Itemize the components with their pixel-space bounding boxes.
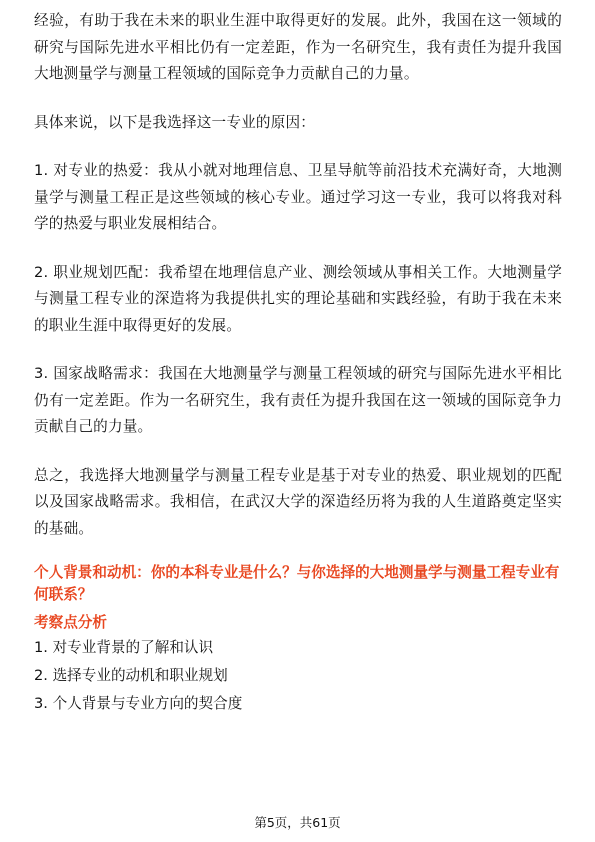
paragraph-reason-3: 3. 国家战略需求：我国在大地测量学与测量工程领域的研究与国际先进水平相比仍有一定差距。作为一名研究生，我有责任为提升我国在这一领域的国际竞争力贡献自己的力量。	[34, 365, 562, 435]
spacer	[34, 136, 562, 158]
spacer	[34, 88, 562, 110]
analysis-item: 2. 选择专业的动机和职业规划	[34, 667, 228, 684]
analysis-item: 1. 对专业背景的了解和认识	[34, 639, 214, 656]
paragraph-intro-tail: 经验，有助于我在未来的职业生涯中取得更好的发展。此外，我国在这一领域的研究与国际先进水平相比仍有一定差距，作为一名研究生，我有责任为提升我国大地测量学与测量工程领域的国际竞争力贡献自己的力量。	[34, 12, 562, 82]
page-content	[34, 8, 562, 718]
spacer	[34, 238, 562, 260]
spacer	[34, 542, 562, 562]
analysis-heading: 考察点分析	[34, 614, 107, 631]
spacer	[34, 339, 562, 361]
paragraph-reason-1: 1. 对专业的热爱：我从小就对地理信息、卫星导航等前沿技术充满好奇，大地测量学与测量工程正是这些领域的核心专业。通过学习这一专业，我可以将我对科学的热爱与职业发展相结合。	[34, 162, 562, 232]
analysis-list	[34, 634, 562, 718]
interview-question: 个人背景和动机：你的本科专业是什么？与你选择的大地测量学与测量工程专业有何联系？	[34, 564, 560, 603]
paragraph-reasons-lead: 具体来说，以下是我选择这一专业的原因：	[34, 113, 316, 131]
paragraph-summary: 总之，我选择大地测量学与测量工程专业是基于对专业的热爱、职业规划的匹配以及国家战略需求。我相信，在武汉大学的深造经历将为我的人生道路奠定坚实的基础。	[34, 466, 562, 537]
page-number: 第5页，共61页	[254, 815, 341, 830]
analysis-item: 3. 个人背景与专业方向的契合度	[34, 695, 243, 712]
spacer	[34, 441, 562, 463]
paragraph-reason-2: 2. 职业规划匹配：我希望在地理信息产业、测绘领域从事相关工作。大地测量学与测量工程专业的深造将为我提供扎实的理论基础和实践经验，有助于我在未来的职业生涯中取得更好的发展。	[34, 263, 562, 334]
